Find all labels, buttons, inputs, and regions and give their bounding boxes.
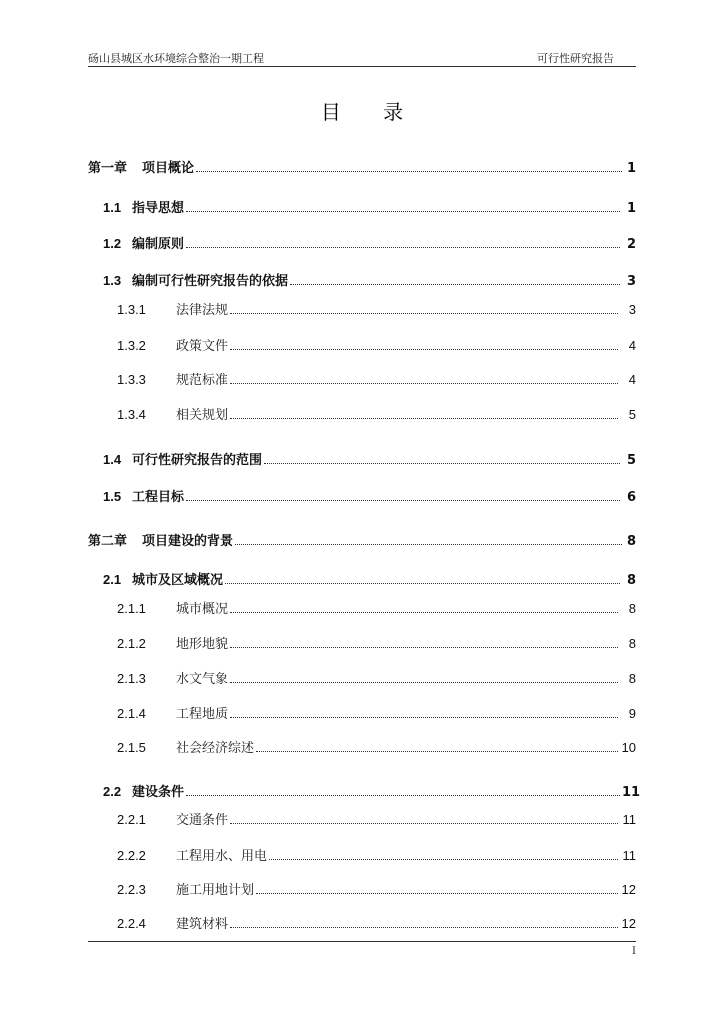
toc-entry-label: 工程地质 [176,707,229,722]
toc-entry-page: 6 [626,490,636,505]
toc-entry-page: 12 [621,916,636,931]
toc-entry-number: 1.4 [103,452,122,467]
toc-entry-number: 2.2 [103,784,122,799]
toc-entry-page: 9 [628,706,636,721]
toc-entry-page: 8 [626,534,636,549]
toc-entry-page: 4 [628,372,636,387]
toc-entry-number: 2.1 [103,572,122,587]
toc-entry-2-1-2[interactable] [117,633,636,652]
dot-leader [186,211,620,212]
toc-entry-number: 1.5 [103,489,122,504]
toc-entry-number: 2.2.2 [117,848,146,863]
toc-entry-page: 1 [626,161,636,176]
toc-entry-page: 5 [628,407,636,422]
toc-entry-page: 2 [626,237,636,252]
toc-entry-label: 法律法规 [176,303,229,318]
toc-entry-number: 2.1.3 [117,671,146,686]
toc-entry-1-3-1[interactable] [117,299,636,318]
dot-leader [269,859,618,860]
toc-entry-number: 1.2 [103,236,122,251]
toc-entry-1-3[interactable] [103,270,636,289]
toc-entry-2-1-5[interactable] [117,737,636,756]
dot-leader [230,682,618,683]
toc-entry-page: 12 [621,882,636,897]
toc-entry-page: 5 [626,453,636,468]
toc-entry-label: 编制可行性研究报告的依据 [132,274,289,289]
toc-entry-number: 第二章 [88,534,128,549]
toc-title: 目 录 [320,100,422,124]
toc-entry-2-1-1[interactable] [117,598,636,617]
dot-leader [186,247,620,248]
toc-entry-number: 1.3.4 [117,407,146,422]
toc-entry-label: 交通条件 [176,813,229,828]
toc-entry-1-3-3[interactable] [117,369,636,388]
toc-entry-page: 3 [628,302,636,317]
toc-entry-label: 政策文件 [176,339,229,354]
toc-entry-2-1[interactable] [103,569,636,588]
toc-entry-label: 编制原则 [132,237,185,252]
dot-leader [256,751,618,752]
toc-entry-label: 建筑材料 [176,917,229,932]
header-divider [88,66,636,67]
toc-entry-1-4[interactable] [103,449,636,468]
toc-entry-label: 水文气象 [176,672,229,687]
toc-entry-2-2-3[interactable] [117,879,636,898]
toc-entry-number: 2.2.4 [117,916,146,931]
toc-entry-label: 项目建设的背景 [142,534,234,549]
toc-entry-number: 1.1 [103,200,122,215]
footer-page-number: I [632,946,636,957]
toc-entry-2-2-4[interactable] [117,913,636,932]
toc-entry-2-1-3[interactable] [117,668,636,687]
dot-leader [230,612,618,613]
toc-entry-1-3-2[interactable] [117,335,636,354]
toc-entry-2-2[interactable] [103,781,641,800]
toc-entry-label: 建设条件 [132,785,185,800]
toc-entry-1-3-4[interactable] [117,404,636,423]
toc-entry-page: 8 [628,601,636,616]
toc-entry-number: 2.1.2 [117,636,146,651]
dot-leader [230,313,618,314]
toc-entry-number: 第一章 [88,161,128,176]
toc-entry-page: 8 [626,573,636,588]
toc-entry-number: 2.2.1 [117,812,146,827]
toc-entry-1-2[interactable] [103,233,636,252]
toc-entry-label: 施工用地计划 [176,883,255,898]
toc-entry-2-1-4[interactable] [117,703,636,722]
footer-divider [88,941,636,942]
toc-entry-label: 可行性研究报告的范围 [132,453,263,468]
toc-entry-page: 1 [626,201,636,216]
toc-entry-label: 地形地貌 [176,637,229,652]
dot-leader [196,171,622,172]
toc-entry-label: 规范标准 [176,373,229,388]
dot-leader [230,349,618,350]
toc-entry-number: 1.3.3 [117,372,146,387]
toc-entry-label: 城市概况 [176,602,229,617]
toc-entry-number: 2.1.4 [117,706,146,721]
toc-entry-page: 11 [622,785,641,800]
toc-entry-2-2-1[interactable] [117,809,636,828]
dot-leader [235,544,622,545]
dot-leader [186,500,620,501]
toc-entry-page: 3 [626,274,636,289]
dot-leader [230,418,618,419]
toc-entry-page: 8 [628,671,636,686]
toc-entry-2-2-2[interactable] [117,845,636,864]
toc-entry-page: 10 [621,740,636,755]
toc-entry-label: 指导思想 [132,201,185,216]
dot-leader [230,383,618,384]
toc-entry-label: 相关规划 [176,408,229,423]
toc-entry-label: 项目概论 [142,161,195,176]
toc-entry-number: 2.1.5 [117,740,146,755]
toc-entry-chapter-2[interactable] [88,530,636,549]
toc-entry-page: 8 [628,636,636,651]
toc-entry-number: 1.3.2 [117,338,146,353]
dot-leader [186,795,620,796]
toc-entry-label: 城市及区域概况 [132,573,224,588]
toc-entry-number: 2.2.3 [117,882,146,897]
toc-entry-chapter-1[interactable] [88,157,636,176]
dot-leader [256,893,618,894]
toc-entry-number: 2.1.1 [117,601,146,616]
toc-entry-label: 社会经济综述 [176,741,255,756]
toc-entry-1-5[interactable] [103,486,636,505]
toc-entry-label: 工程用水、用电 [176,849,268,864]
dot-leader [230,717,618,718]
dot-leader [230,927,618,928]
dot-leader [230,823,618,824]
dot-leader [230,647,618,648]
toc-entry-1-1[interactable] [103,197,636,216]
toc-entry-number: 1.3.1 [117,302,146,317]
running-header-title: 砀山县城区水环境综合整治一期工程 [88,52,264,65]
dot-leader [290,284,620,285]
dot-leader [264,463,620,464]
toc-entry-page: 11 [622,848,636,863]
running-header-doc-type: 可行性研究报告 [537,52,614,65]
toc-entry-page: 4 [628,338,636,353]
toc-entry-label: 工程目标 [132,490,185,505]
toc-entry-page: 11 [622,812,636,827]
toc-entry-number: 1.3 [103,273,122,288]
dot-leader [225,583,620,584]
